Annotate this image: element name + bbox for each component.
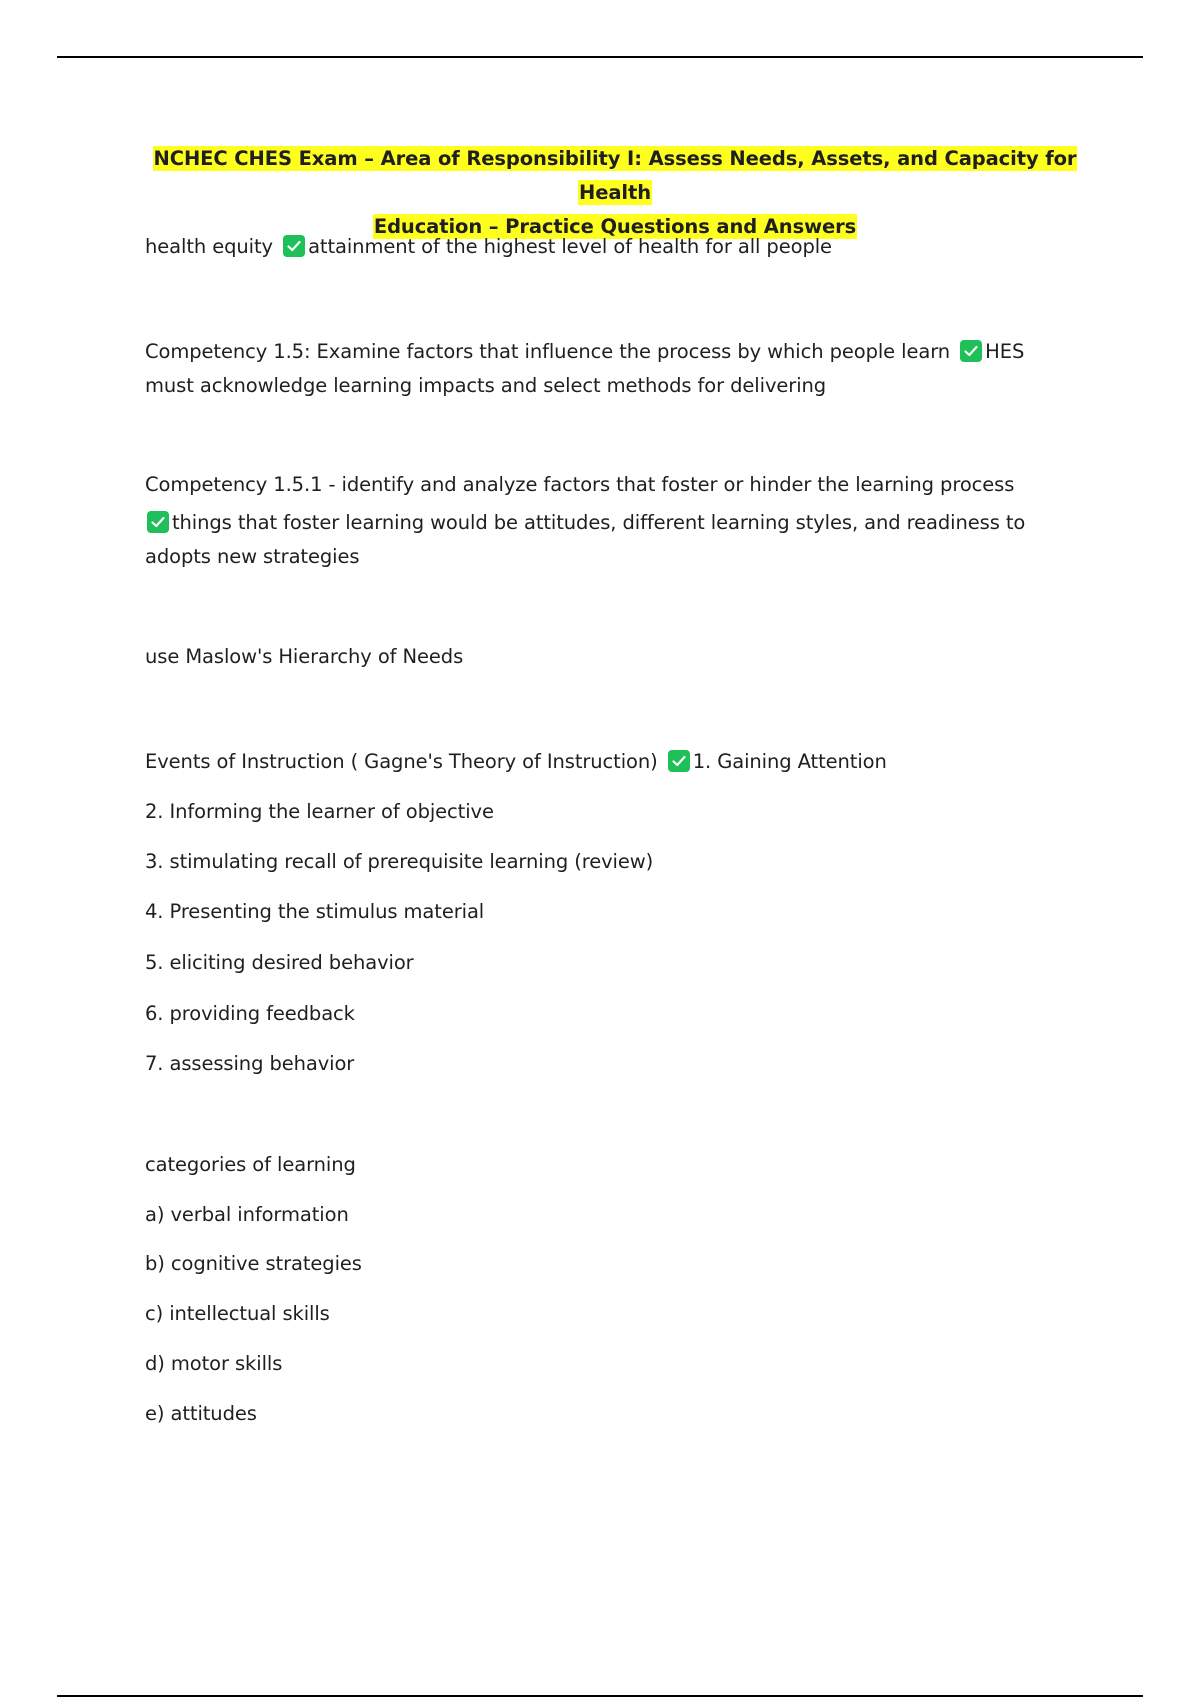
bottom-rule xyxy=(57,1695,1143,1697)
check-mark-icon xyxy=(960,340,982,362)
term: Events of Instruction ( Gagne's Theory of Instruction) xyxy=(145,750,658,773)
entry-competency-1-5 xyxy=(145,335,1075,369)
answer: adopts new strategies xyxy=(145,545,360,568)
answer: attainment of the highest level of health for all people xyxy=(308,235,832,258)
list-item: 7. assessing behavior xyxy=(145,1052,355,1075)
answer: HES xyxy=(985,340,1025,363)
term: categories of learning xyxy=(145,1153,356,1176)
list-item: 6. providing feedback xyxy=(145,1002,355,1025)
answer: 1. Gaining Attention xyxy=(692,750,887,773)
term: Competency 1.5.1 - identify and analyze factors that foster or hinder the learning process xyxy=(145,473,1015,496)
entry-competency-1-5-1-answer xyxy=(145,506,1075,540)
entry-competency-1-5-1 xyxy=(145,468,1075,502)
title-line-1: NCHEC CHES Exam – Area of Responsibility I: Assess Needs, Assets, and Capacity for Health xyxy=(153,147,1077,204)
list-item: 3. stimulating recall of prerequisite learning (review) xyxy=(145,850,654,873)
list-item: 5. eliciting desired behavior xyxy=(145,951,414,974)
text: use Maslow's Hierarchy of Needs xyxy=(145,645,464,668)
list-item: 4. Presenting the stimulus material xyxy=(145,900,485,923)
answer: things that foster learning would be attitudes, different learning styles, and readiness to xyxy=(172,511,1026,534)
document-title xyxy=(145,142,1085,244)
list-item: 2. Informing the learner of objective xyxy=(145,800,494,823)
list-item: c) intellectual skills xyxy=(145,1302,330,1325)
entry-maslow xyxy=(145,640,1075,674)
entry-competency-1-5-cont xyxy=(145,369,1075,403)
title-line-2: Education – Practice Questions and Answers xyxy=(373,215,857,238)
check-mark-icon xyxy=(147,511,169,533)
list-item: b) cognitive strategies xyxy=(145,1252,362,1275)
entry-competency-1-5-1-cont xyxy=(145,540,1075,574)
check-mark-icon xyxy=(668,750,690,772)
list-item: a) verbal information xyxy=(145,1203,349,1226)
entry-health-equity xyxy=(145,230,1075,264)
term: Competency 1.5: Examine factors that influence the process by which people learn xyxy=(145,340,951,363)
term: health equity xyxy=(145,235,273,258)
list-item: d) motor skills xyxy=(145,1352,283,1375)
answer: must acknowledge learning impacts and select methods for delivering xyxy=(145,374,827,397)
entry-categories-of-learning xyxy=(145,1148,1075,1182)
top-rule xyxy=(57,56,1143,58)
check-mark-icon xyxy=(283,235,305,257)
list-item: e) attitudes xyxy=(145,1402,257,1425)
entry-events-of-instruction xyxy=(145,745,1075,779)
